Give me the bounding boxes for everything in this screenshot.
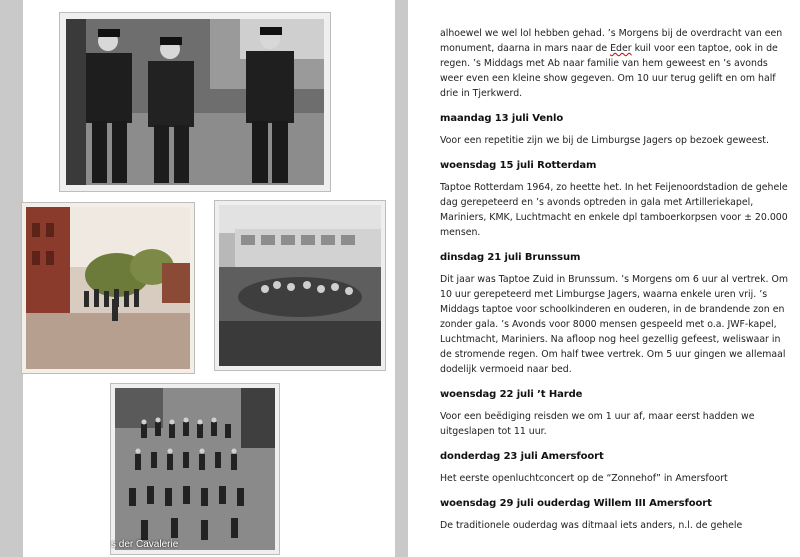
entry-heading: maandag 13 juli Venlo (440, 113, 564, 124)
entry-heading: woensdag 29 juli ouderdag Willem III Amersfoort (440, 498, 712, 509)
intro-paragraph: alhoewel we wel lol hebben gehad. ’s Morgens bij de overdracht van een monument, daarna in mars naar de Eder kuil voor een taptoe, ook in de regen. ’s Middags met Ab naar familie van hem geweest en ’s avonds weer even een kleine show gegeven. Om 10 uur terug gelift en om half drie in Tjerkwerd. (440, 28, 783, 99)
entry-text: Het eerste openluchtconcert op de “Zonnehof” in Amersfoort (440, 473, 728, 484)
entry-heading: donderdag 23 juli Amersfoort (440, 451, 604, 462)
entry-text: Voor een repetitie zijn we bij de Limburgse Jagers op bezoek geweest. (440, 135, 769, 146)
photo-three-soldiers (60, 13, 330, 191)
entry-heading: dinsdag 21 juli Brunssum (440, 252, 581, 263)
photo-band-on-grass (215, 201, 385, 370)
entry-text: Dit jaar was Taptoe Zuid in Brunssum. ’s Morgens om 6 uur al vertrek. Om 10 uur gerepeteerd met Limburgse Jagers, waarna enkele uren vrij. ’s Middags taptoe voor schoolkinderen en ouderen, in de brandende zon en zonder gala. ’s Avonds voor 8000 mensen gespeeld met o.a. JWF-kapel, Luchtmacht, Mariniers. Na afloop nog heel gezellig gefeest, weliswaar in de stromende regen. Om half twee vertrek. Om 5 uur gingen we allemaal dodelijk vermoeid naar bed. (440, 274, 788, 375)
photo-street-parade (22, 203, 194, 373)
entry-text: De traditionele ouderdag was ditmaal iets anders, n.l. de gehele (440, 520, 743, 531)
entry-text: Taptoe Rotterdam 1964, zo heette het. In het Feijenoordstadion de gehele dag gerepeteerd en ’s avonds optreden in gala met Artilleriekapel, Mariniers, KMK, Luchtmacht en enkele dpl tamboerkorpsen voor ± 20.000 mensen. (440, 182, 788, 238)
photo-band-formation (111, 384, 279, 554)
entry-heading: woensdag 15 juli Rotterdam (440, 160, 597, 171)
photo-caption: s der Cavalerie (111, 539, 179, 550)
diary-text (440, 26, 790, 533)
entry-heading: woensdag 22 juli ’t Harde (440, 389, 583, 400)
entry-text: Voor een beëdiging reisden we om 1 uur af, maar eerst hadden we uitgeslapen tot 11 uur. (440, 411, 755, 437)
